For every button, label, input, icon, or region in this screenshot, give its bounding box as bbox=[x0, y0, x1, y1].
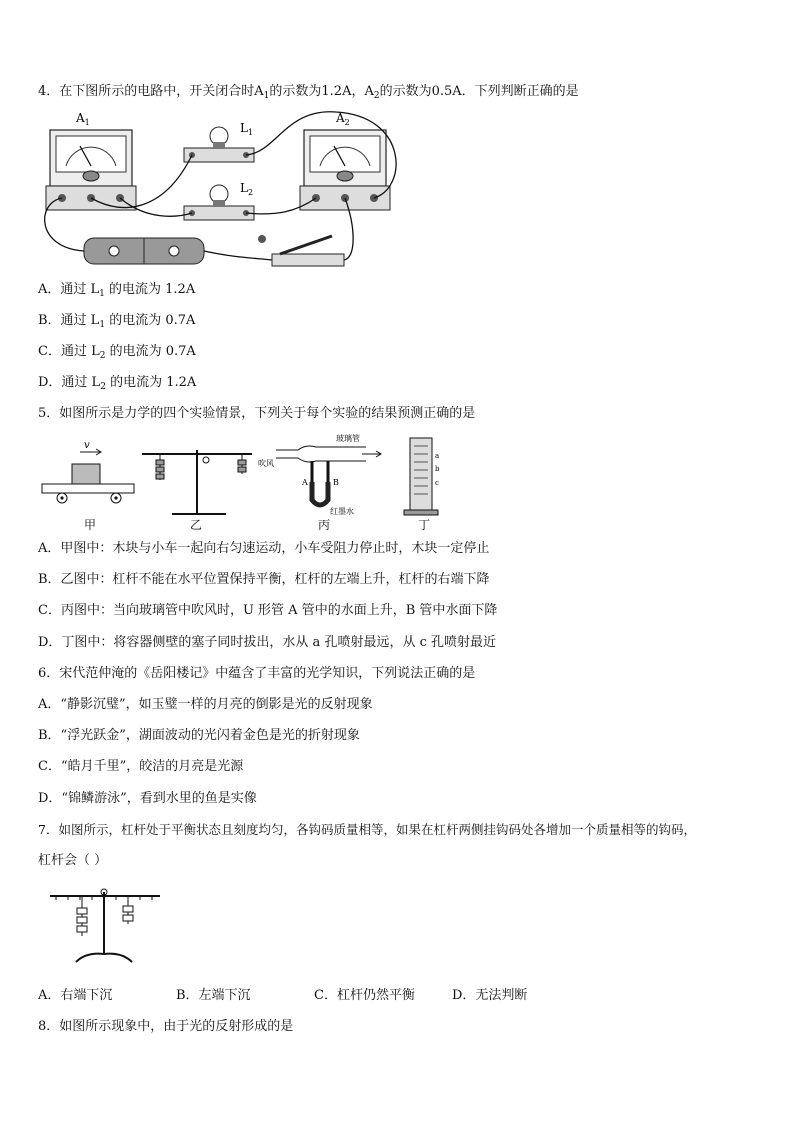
q5-stem: 5．如图所示是力学的四个实验情景，下列关于每个实验的结果预测正确的是 bbox=[38, 406, 476, 421]
q5-option-b[interactable]: B．乙图中：杠杆不能在水平位置保持平衡，杠杆的左端上升，杠杆的右端下降 bbox=[38, 572, 490, 587]
q5-option-d[interactable]: D．丁图中：将容器侧壁的塞子同时拔出，水从 a 孔喷射最远，从 c 孔喷射最近 bbox=[38, 635, 496, 650]
q7-option-a[interactable]: A．右端下沉 bbox=[38, 988, 113, 1003]
q6-option-d[interactable]: D．“锦鳞游泳”，看到水里的鱼是实像 bbox=[38, 791, 257, 806]
tube-a-label: A bbox=[302, 478, 308, 487]
switch bbox=[258, 235, 344, 266]
q5-option-a[interactable]: A．甲图中：木块与小车一起向右匀速运动，小车受阻力停止时，木块一定停止 bbox=[38, 541, 490, 556]
q4-option-b[interactable]: B．通过 $L_1$ 的电流为 0.7A bbox=[38, 313, 196, 330]
q4-stem-part-c: 的示数为0.5A．下列判断正确的是 bbox=[379, 84, 579, 99]
label-a2: $A_2$ bbox=[336, 111, 350, 127]
battery bbox=[84, 238, 204, 264]
label-l2: $L_2$ bbox=[240, 181, 254, 197]
q6-option-c[interactable]: C．“皓月千里”，皎洁的月亮是光源 bbox=[38, 759, 244, 774]
q4-a2: A bbox=[364, 84, 374, 99]
q4-a2-sub: 2 bbox=[373, 91, 380, 101]
q5-experiments-figure bbox=[36, 430, 476, 522]
red-ink-label: 红墨水 bbox=[330, 507, 354, 516]
cart-figure bbox=[42, 440, 134, 503]
q4-stem-part-b: 的示数为1.2A， bbox=[269, 84, 365, 99]
q7-stem-line1: 7．如图所示，杠杆处于平衡状态且刻度均匀，各钩码质量相等，如果在杠杆两侧挂钩码处各增加一个质量相等的钩码， bbox=[38, 822, 696, 837]
caption-bing: 丙 bbox=[317, 518, 330, 532]
q6-option-a[interactable]: A．“静影沉璧”，如玉璧一样的月亮的倒影是光的反射现象 bbox=[38, 697, 373, 712]
q7-option-b[interactable]: B．左端下沉 bbox=[176, 988, 251, 1003]
q4-a1: A bbox=[254, 84, 264, 99]
q4-option-c[interactable]: C．通过 $L_2$ 的电流为 0.7A bbox=[38, 344, 196, 361]
label-l1: $L_1$ bbox=[240, 121, 254, 137]
q4-a1-sub: 1 bbox=[263, 91, 270, 101]
q6-stem: 6．宋代范仲淹的《岳阳楼记》中蕴含了丰富的光学知识，下列说法正确的是 bbox=[38, 666, 476, 681]
hole-a-label: a bbox=[435, 452, 440, 460]
hole-b-label: b bbox=[435, 465, 440, 473]
q7-options bbox=[38, 987, 527, 1005]
velocity-label: v bbox=[84, 440, 90, 451]
q6-option-b[interactable]: B．“浮光跃金”，湖面波动的光闪着金色是光的折射现象 bbox=[38, 728, 360, 743]
q7-option-d[interactable]: D．无法判断 bbox=[452, 988, 528, 1003]
caption-ding: 丁 bbox=[417, 518, 430, 532]
blow-label: 吹风 bbox=[258, 459, 274, 468]
q4-stem bbox=[38, 83, 579, 105]
q4-option-d[interactable]: D．通过 $L_2$ 的电流为 1.2A bbox=[38, 375, 197, 392]
hole-c-label: c bbox=[435, 479, 439, 487]
q8-stem: 8．如图所示现象中，由于光的反射形成的是 bbox=[38, 1019, 294, 1034]
q4-stem-part-a: 4．在下图所示的电路中，开关闭合时 bbox=[38, 84, 255, 99]
u-tube-figure bbox=[258, 433, 381, 516]
q4-circuit-figure bbox=[36, 108, 408, 274]
tube-b-label: B bbox=[333, 478, 339, 487]
q7-option-c[interactable]: C．杠杆仍然平衡 bbox=[314, 988, 415, 1003]
caption-yi: 乙 bbox=[189, 518, 202, 532]
caption-jia: 甲 bbox=[83, 518, 96, 532]
container-figure bbox=[404, 438, 440, 515]
glass-tube-label: 玻璃管 bbox=[336, 434, 360, 443]
label-a1: $A_1$ bbox=[76, 111, 90, 127]
q5-option-c[interactable]: C．丙图中：当向玻璃管中吹风时，U 形管 A 管中的水面上升，B 管中水面下降 bbox=[38, 603, 498, 618]
q7-lever-figure bbox=[46, 884, 166, 966]
q4-option-a[interactable]: A．通过 $L_1$ 的电流为 1.2A bbox=[38, 282, 196, 299]
q7-stem-line2: 杠杆会（ ） bbox=[38, 853, 108, 868]
lever-stand-figure bbox=[142, 450, 252, 514]
